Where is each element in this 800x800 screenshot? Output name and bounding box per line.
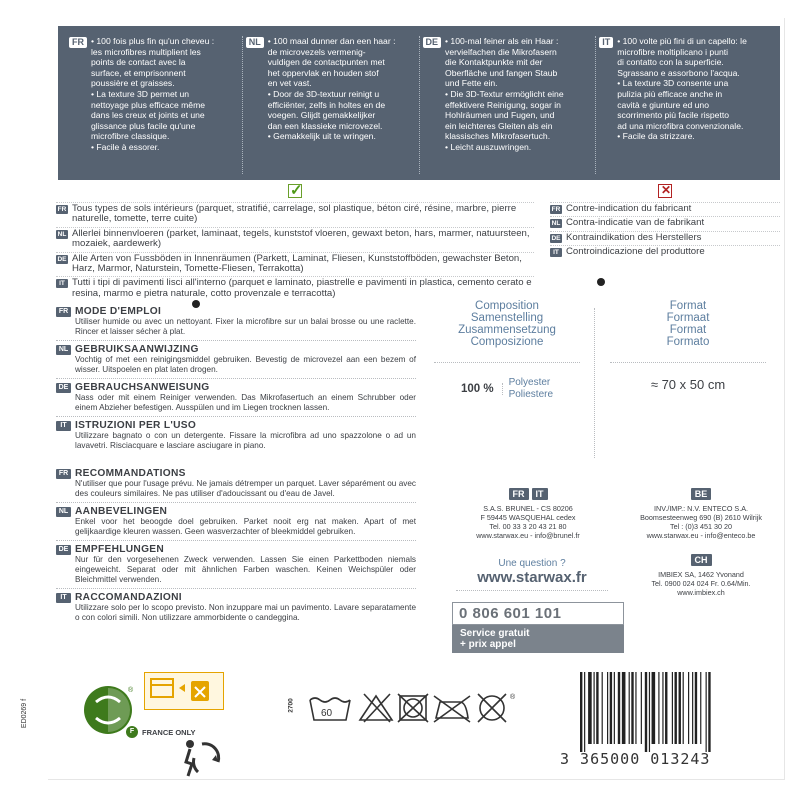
banner-text-fr — [91, 36, 214, 174]
composition-title: Zusammensetzung — [458, 324, 556, 336]
banner-line: und Fette ein. — [445, 78, 498, 89]
barcode-bar — [622, 672, 626, 744]
wash-60-icon — [310, 698, 350, 720]
contra-item-nl — [550, 216, 780, 228]
banner-line: • Gemakkelijk uit te wringen. — [267, 131, 376, 142]
banner-line: ein leichteres Gleiten als ein — [445, 120, 553, 131]
banner-line: ad una microfibra convenzionale. — [617, 120, 744, 131]
divider — [56, 340, 416, 341]
barcode-bar — [708, 672, 710, 752]
contra-item-it — [550, 245, 780, 257]
barcode-bar — [649, 672, 650, 752]
barcode-bar — [607, 672, 608, 744]
lang-badge: FR — [551, 206, 561, 213]
divider — [610, 362, 766, 363]
lang-badge-de: DE — [423, 37, 442, 48]
no-tumble-dry-icon — [398, 694, 428, 722]
banner-line: microfibre classique. — [91, 131, 170, 142]
banner-line: di contatto con la superficie. — [617, 57, 724, 68]
instructions-section — [56, 303, 416, 623]
banner-line: en vet vast. — [267, 78, 312, 89]
format-size: ≈ 70 x 50 cm — [650, 377, 726, 392]
lang-badge: IT — [56, 279, 68, 288]
barcode-bar — [665, 672, 667, 744]
composition-row — [424, 377, 590, 401]
banner-line: glissance plus facile qu'une — [91, 120, 196, 131]
address-line: Tel. 00 33 3 20 43 21 80 — [489, 522, 567, 531]
divider — [56, 416, 416, 417]
surface-text: Allerlei binnenvloeren (parket, laminaat, tegels, kunststof vloeren, gewaxt beton, hars, marmer, natuursteen, mozaiek, aardewerk) — [72, 227, 530, 250]
section-title: AANBEVELINGEN — [75, 506, 168, 517]
barcode-bar — [629, 672, 630, 744]
banner-line: • Die 3D-Textur ermöglicht eine — [445, 88, 564, 99]
banner-line: voegen. Glijdt gemakkelijker — [267, 110, 376, 121]
barcode-bar — [584, 672, 585, 752]
section-body: N'utiliser que pour l'usage prévu. Ne jamais détremper un parquet. Laver séparément ou avec des couleurs similaires. Ne pas utiliser d'adoucissant ou d'eau de Javel. — [75, 479, 416, 498]
banner-text-nl — [268, 36, 396, 174]
section-title: ISTRUZIONI PER L'USO — [75, 420, 197, 431]
section-body: Enkel voor het beoogde doel gebruiken. Parket nooit erg nat maken. Apart of met gelijkaardige kleuren wassen. Geen wasverzachter of bleekmiddel gebruiken. — [75, 517, 416, 536]
lang-badge: NL — [56, 507, 71, 517]
section-title: MODE D'EMPLOI — [75, 306, 162, 317]
section-body: Utiliser humide ou avec un nettoyant. Fixer la microfibre sur un balai brosse ou une raclette. Rincer et laisser sécher à plat. — [75, 317, 416, 336]
format-title: Formaat — [666, 312, 710, 324]
section-body: Nass oder mit einem Reiniger verwenden. Das Mikrofasertuch an einem Schrubber oder einem Abzieher befestigen. Ausspülen und im Liegen trocknen lassen. — [75, 393, 416, 412]
barcode-bar — [641, 672, 642, 744]
lang-badge: NL — [56, 345, 71, 355]
country-flag: CH — [691, 554, 712, 566]
barcode-bar — [688, 672, 689, 744]
address-line: S.A.S. BRUNEL - CS 80206 — [483, 504, 573, 513]
care-code: 2700 — [287, 698, 295, 713]
barcode-number: 3 365000 013243 — [560, 750, 711, 768]
composition-percent: 100 % — [461, 383, 503, 395]
banner-line: poussière et graisses. — [91, 78, 175, 89]
france-icon: F — [126, 726, 138, 738]
banner-line: die Kontaktpunkte mit der — [445, 57, 543, 68]
format-title: Format — [669, 324, 707, 336]
section-body: Vochtig of met een reinigingsmiddel gebruiken. Bevestig de microvezel aan een bezem of wisser. Uitspoelen en plat laten drogen. — [75, 355, 416, 374]
material-name: Poliestere — [508, 389, 554, 400]
barcode-bar — [652, 672, 656, 744]
lang-badge: IT — [56, 593, 71, 603]
banner-line: points de contact avec la — [91, 57, 186, 68]
banner-line: het oppervlak en houden stof — [267, 67, 379, 78]
address-line: F 59445 WASQUEHAL cedex — [480, 513, 576, 522]
barcode-bar — [580, 672, 582, 752]
composition-title: Composizione — [470, 336, 544, 348]
barcode-bar — [675, 672, 677, 744]
vertical-divider — [594, 308, 595, 458]
divider — [56, 502, 416, 503]
usage-header-fr — [56, 306, 416, 317]
cross-icon: ✕ — [658, 184, 672, 198]
barcode-bar — [602, 672, 603, 744]
banner-line: • 100 maal dunner dan een haar : — [267, 36, 396, 46]
usage-header-de — [56, 382, 416, 393]
bullet-dot — [597, 278, 605, 286]
barcode-bar — [610, 672, 612, 744]
lang-badge: DE — [56, 383, 71, 393]
section-title: EMPFEHLUNGEN — [75, 544, 165, 555]
banner-line: • Door de 3D-textuur reinigt u — [267, 88, 380, 99]
composition-block — [424, 300, 590, 401]
section-body: Utilizzare solo per lo scopo previsto. Non inzuppare mai un pavimento. Lavare separatamente o con colori simili. Non utilizzare ammorbidente o candeggina. — [75, 603, 416, 622]
section-title: RECOMMANDATIONS — [75, 468, 186, 479]
lang-badge: IT — [550, 248, 562, 257]
surface-item-fr — [56, 202, 534, 225]
reco-header-fr — [56, 468, 416, 479]
service-line: + prix appel — [460, 639, 516, 650]
address-line: Tel. 0900 024 024 Fr. 0.64/Min. — [651, 579, 751, 588]
material-name: Polyester — [508, 377, 551, 388]
svg-text:®: ® — [128, 687, 134, 694]
barcode-bar — [614, 672, 615, 744]
barcode-bar — [645, 672, 647, 752]
barcode-bar — [635, 672, 636, 744]
section-body: Nur für den vorgesehenen Zweck verwenden. Lassen Sie einen Parkettboden niemals eingeweicht. Separat oder mit ähnlichen Farben waschen. Keinen Weichspüler oder Bleichmittel verwenden. — [75, 555, 416, 584]
section-title: GEBRUIKSAANWIJZING — [75, 344, 199, 355]
contra-text: Contra-indicatie van de fabrikant — [566, 217, 705, 229]
lang-badge: DE — [551, 234, 561, 242]
phone-number: 0 806 601 101 — [452, 602, 624, 625]
lang-badge-nl: NL — [246, 37, 264, 48]
surface-item-it — [56, 276, 534, 299]
banner-line: scorrimento più facile rispetto — [617, 110, 730, 121]
contra-item-fr — [550, 202, 780, 214]
lang-badge-it: IT — [599, 37, 613, 48]
lang-badge: DE — [57, 255, 67, 263]
composition-title: Composition — [475, 300, 539, 312]
banner-line: dans les creux et joints et une — [91, 110, 205, 121]
barcode-bar — [672, 672, 673, 744]
banner-line: klassisches Mikrofasertuch. — [445, 131, 551, 142]
triman-icon — [180, 738, 224, 778]
contra-text: Contre-indication du fabricant — [566, 203, 692, 214]
banner-text-it — [617, 36, 747, 174]
lang-badge: FR — [56, 307, 71, 317]
barcode-bar — [618, 672, 620, 744]
france-only-label — [126, 726, 195, 738]
barcode-bar — [631, 672, 633, 744]
barcode-bar — [692, 672, 693, 744]
svg-text:60: 60 — [321, 708, 333, 719]
banner-column-it — [595, 36, 772, 174]
banner-line: vervielfachen die Mikrofasern — [445, 46, 557, 57]
features-banner — [58, 26, 780, 180]
no-iron-icon — [434, 696, 470, 722]
address-line: Boomsesteenweg 690 (B) 2610 Wilrijk — [640, 513, 762, 522]
barcode-bar — [658, 672, 659, 744]
lang-badge: NL — [551, 220, 561, 228]
banner-line: • 100-mal feiner als ein Haar : — [445, 36, 559, 46]
barcode-bar — [588, 672, 592, 744]
banner-line: efficiënter, zelfs in holtes en de — [267, 99, 386, 110]
product-code: ED0269 f — [21, 698, 29, 729]
address-ch — [626, 554, 776, 597]
usage-header-nl — [56, 344, 416, 355]
barcode-bar — [695, 672, 697, 744]
surface-text: Alle Arten von Fussböden in Innenräumen (Parkett, Laminat, Fliesen, Kunststoffböden, gewachster Beton, Harz, Marmor, Naturstein, Tomette-Fliesen, Terrakotta) — [72, 252, 522, 275]
address-line: www.starwax.eu - info@brunel.fr — [476, 531, 580, 540]
banner-line: • 100 fois plus fin qu'un cheveu : — [91, 36, 215, 46]
barcode-bar — [683, 672, 684, 744]
banner-line: pulizia più efficace anche in — [617, 88, 723, 99]
compatible-surfaces — [56, 184, 534, 301]
surface-item-de — [56, 252, 534, 275]
divider — [56, 540, 416, 541]
lang-badge: IT — [56, 421, 71, 431]
phone-block — [452, 602, 624, 653]
banner-column-nl — [242, 36, 419, 174]
banner-text-de — [445, 36, 564, 174]
section-title: RACCOMANDAZIONI — [75, 592, 182, 603]
format-title: Formato — [666, 336, 710, 348]
no-bleach-icon — [360, 694, 392, 722]
check-icon: ✓ — [290, 182, 303, 199]
barcode — [576, 670, 776, 752]
banner-line: • Facile à essorer. — [91, 141, 160, 152]
divider — [434, 362, 580, 363]
banner-line: de microvezels vermenig- — [267, 46, 366, 57]
address-fr-it — [448, 488, 608, 540]
banner-line: surface, et emprisonnent — [91, 67, 186, 78]
contra-item-de — [550, 231, 780, 243]
banner-line: les microfibres multiplient les — [91, 46, 201, 57]
service-line: Service gratuit — [460, 628, 530, 639]
banner-line: effektivere Reinigung, sogar in — [445, 99, 561, 110]
banner-line: Oberfläche und fangen Staub — [445, 67, 558, 78]
banner-line: Sgrassano e assorbono l'acqua. — [617, 67, 740, 78]
format-block — [600, 300, 776, 392]
question-label: Une question ? — [498, 558, 566, 569]
surface-text: Tutti i tipi di pavimenti lisci all'interno (parquet e laminato, piastrelle e pavimenti in plastica, cemento cerato e resina, marmo e pietra naturale, cotto provenzale e terracotta) — [72, 277, 532, 299]
banner-line: • La texture 3D consente una — [617, 78, 729, 89]
banner-column-de — [419, 36, 596, 174]
lang-badge-fr: FR — [69, 37, 87, 48]
divider — [56, 378, 416, 379]
contra-indication — [550, 184, 780, 260]
lang-badge: FR — [57, 206, 67, 213]
recycling-info-icon — [144, 672, 224, 710]
usage-header-it — [56, 420, 416, 431]
no-dry-clean-icon — [478, 693, 516, 722]
composition-title: Samenstelling — [470, 312, 544, 324]
banner-line: vuldigen de contactpunten met — [267, 57, 385, 68]
banner-line: Hohlräumen und Fugen, und — [445, 110, 555, 121]
banner-line: nettoyage plus efficace même — [91, 99, 206, 110]
barcode-bar — [706, 672, 707, 752]
reco-header-de — [56, 544, 416, 555]
banner-line: cavità e giunture ed uno — [617, 99, 709, 110]
service-note — [452, 625, 624, 653]
address-line: IMBIEX SA, 1462 Yvonand — [658, 570, 744, 579]
barcode-bar — [594, 672, 595, 744]
svg-text:®: ® — [510, 694, 516, 701]
banner-line: microfibre moltiplicano i punti — [617, 46, 729, 57]
website-link[interactable]: www.starwax.fr — [456, 569, 608, 591]
lang-badge: NL — [57, 230, 67, 238]
section-title: GEBRAUCHSANWEISUNG — [75, 382, 210, 393]
composition-materials — [509, 377, 553, 401]
country-flag: FR — [509, 488, 529, 500]
lang-badge: DE — [56, 545, 71, 555]
barcode-bar — [662, 672, 663, 744]
package-back-panel — [21, 18, 785, 780]
reco-header-nl — [56, 506, 416, 517]
surface-item-nl — [56, 227, 534, 250]
care-symbols — [308, 690, 558, 724]
banner-line: • 100 volte più fini di un capello: le — [617, 36, 747, 46]
format-title: Format — [669, 300, 707, 312]
address-line: Tel : (0)3 451 30 20 — [670, 522, 732, 531]
banner-line: • La texture 3D permet un — [91, 88, 190, 99]
address-be — [626, 488, 776, 540]
section-body: Utilizzare bagnato o con un detergente. Fissare la microfibra ad uno spazzolone o ad un lavavetri. Risciacquare e lasciare asciugare in piano. — [75, 431, 416, 450]
banner-column-fr — [66, 36, 242, 174]
contra-text: Kontraindikation des Herstellers — [566, 231, 702, 243]
reco-header-it — [56, 592, 416, 603]
contact-question — [456, 558, 608, 591]
country-flag: BE — [691, 488, 712, 500]
surface-text: Tous types de sols intérieurs (parquet, stratifié, carrelage, sol plastique, béton ciré, résine, marbre, pierre naturelle, tomette, terre cuite) — [72, 203, 517, 225]
banner-line: • Facile da strizzare. — [617, 131, 695, 142]
address-line: www.starwax.eu - info@enteco.be — [646, 531, 756, 540]
address-line: www.imbiex.ch — [677, 588, 725, 597]
banner-line: dan een klassieke microvezel. — [267, 120, 383, 131]
country-flag: IT — [532, 488, 548, 500]
barcode-bar — [596, 672, 598, 744]
banner-line: • Leicht auszuwringen. — [445, 141, 532, 152]
lang-badge: FR — [56, 469, 71, 479]
address-line: INV./IMP.: N.V. ENTECO S.A. — [654, 504, 748, 513]
barcode-bar — [679, 672, 681, 744]
divider — [56, 588, 416, 589]
contra-text: Controindicazione del produttore — [566, 246, 705, 258]
barcode-bar — [700, 672, 701, 744]
france-only-text: FRANCE ONLY — [142, 727, 196, 737]
